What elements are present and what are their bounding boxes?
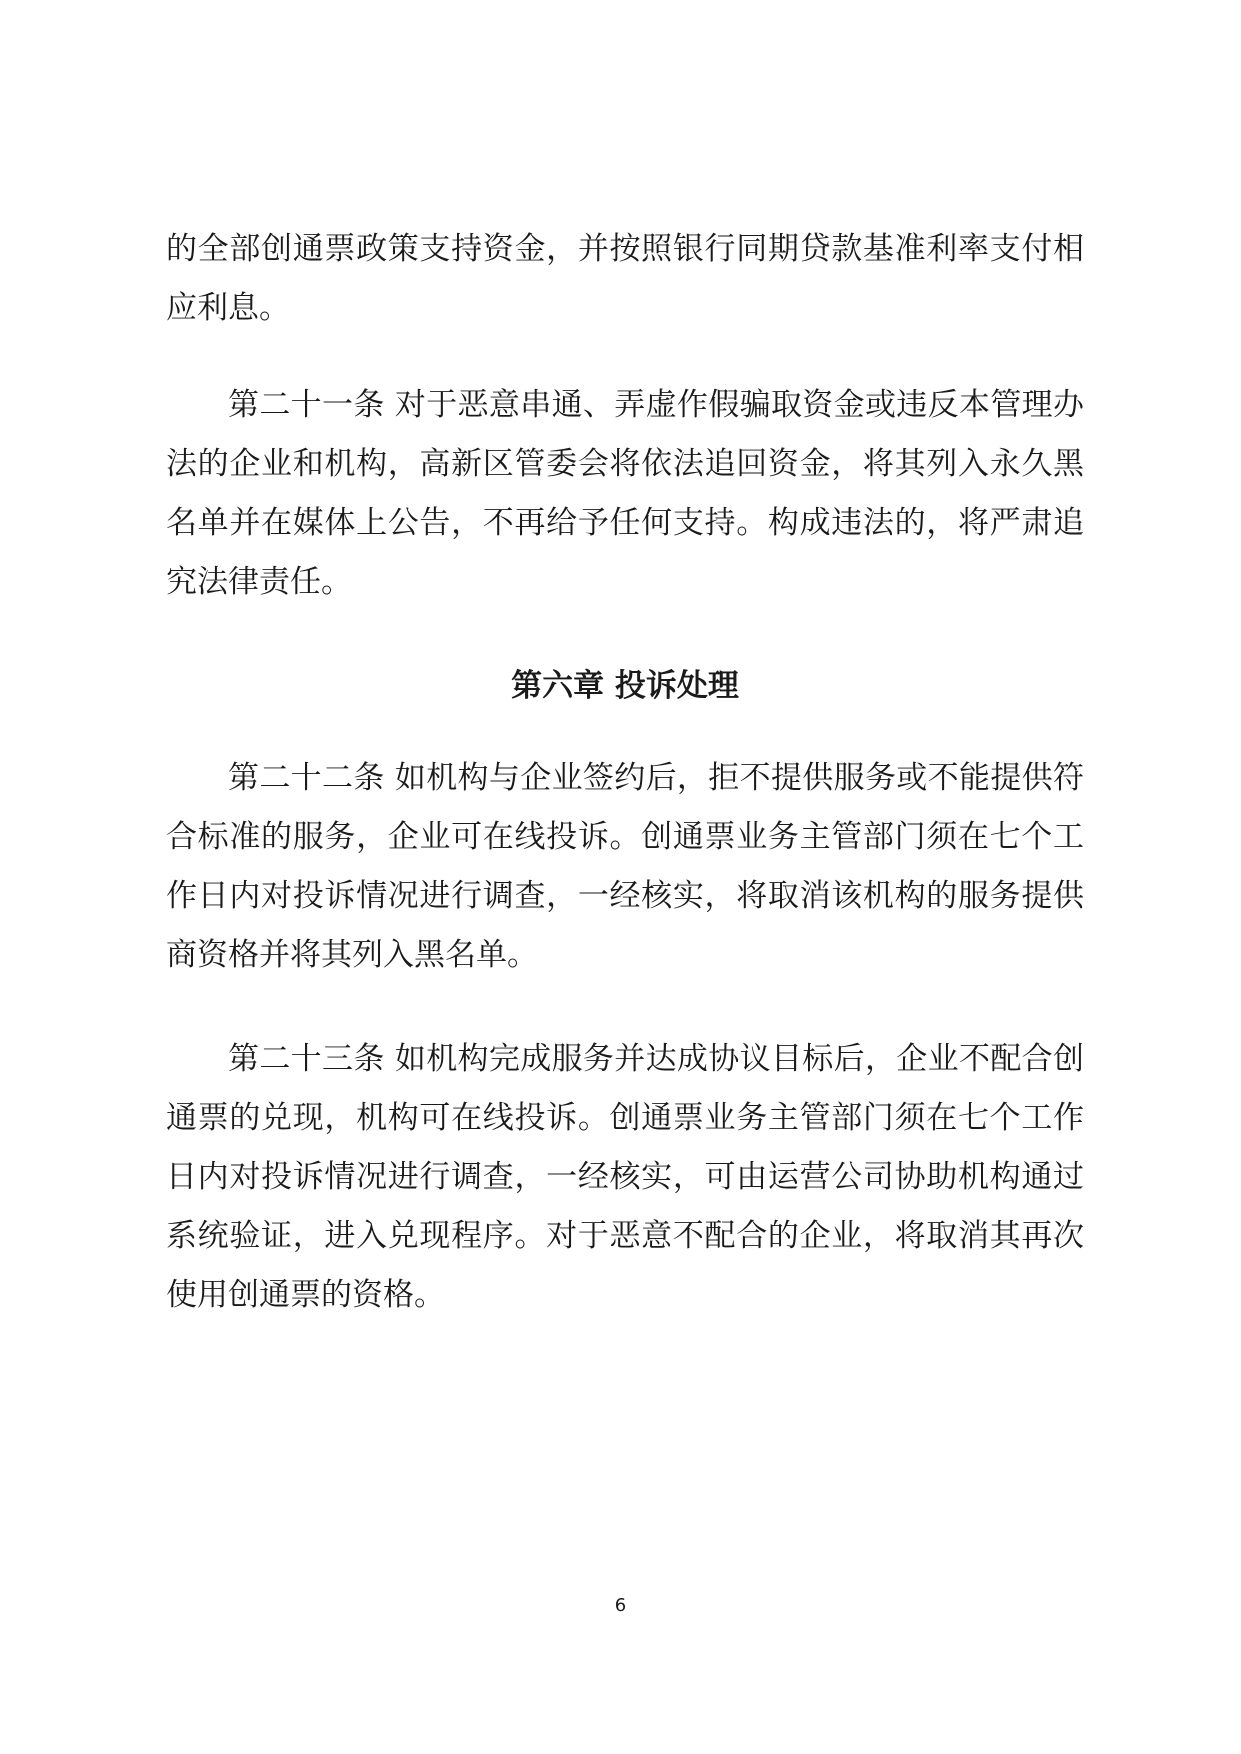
article-23-paragraph: 第二十三条 如机构完成服务并达成协议目标后，企业不配合创通票的兑现，机构可在线投诉。创通票业务主管部门须在七个工作日内对投诉情况进行调查，一经核实，可由运营公司协助机构通过系统验证，进入兑现程序。对于恶意不配合的企业，将取消其再次使用创通票的资格。 <box>166 1041 1084 1313</box>
chapter-title: 第六章 投诉处理 <box>511 668 739 704</box>
paragraph-continuation: 的全部创通票政策支持资金，并按照银行同期贷款基准利率支付相应利息。 <box>166 231 1084 326</box>
article-21-paragraph: 第二十一条 对于恶意串通、弄虚作假骗取资金或违反本管理办法的企业和机构，高新区管委会将依法追回资金，将其列入永久黑名单并在媒体上公告，不再给予任何支持。构成违法的，将严肃追究法律责任。 <box>166 387 1084 600</box>
page-number: 6 <box>614 1595 627 1616</box>
article-22-paragraph: 第二十二条 如机构与企业签约后，拒不提供服务或不能提供符合标准的服务，企业可在线投诉。创通票业务主管部门须在七个工作日内对投诉情况进行调查，一经核实，将取消该机构的服务提供商资格并将其列入黑名单。 <box>166 760 1084 973</box>
